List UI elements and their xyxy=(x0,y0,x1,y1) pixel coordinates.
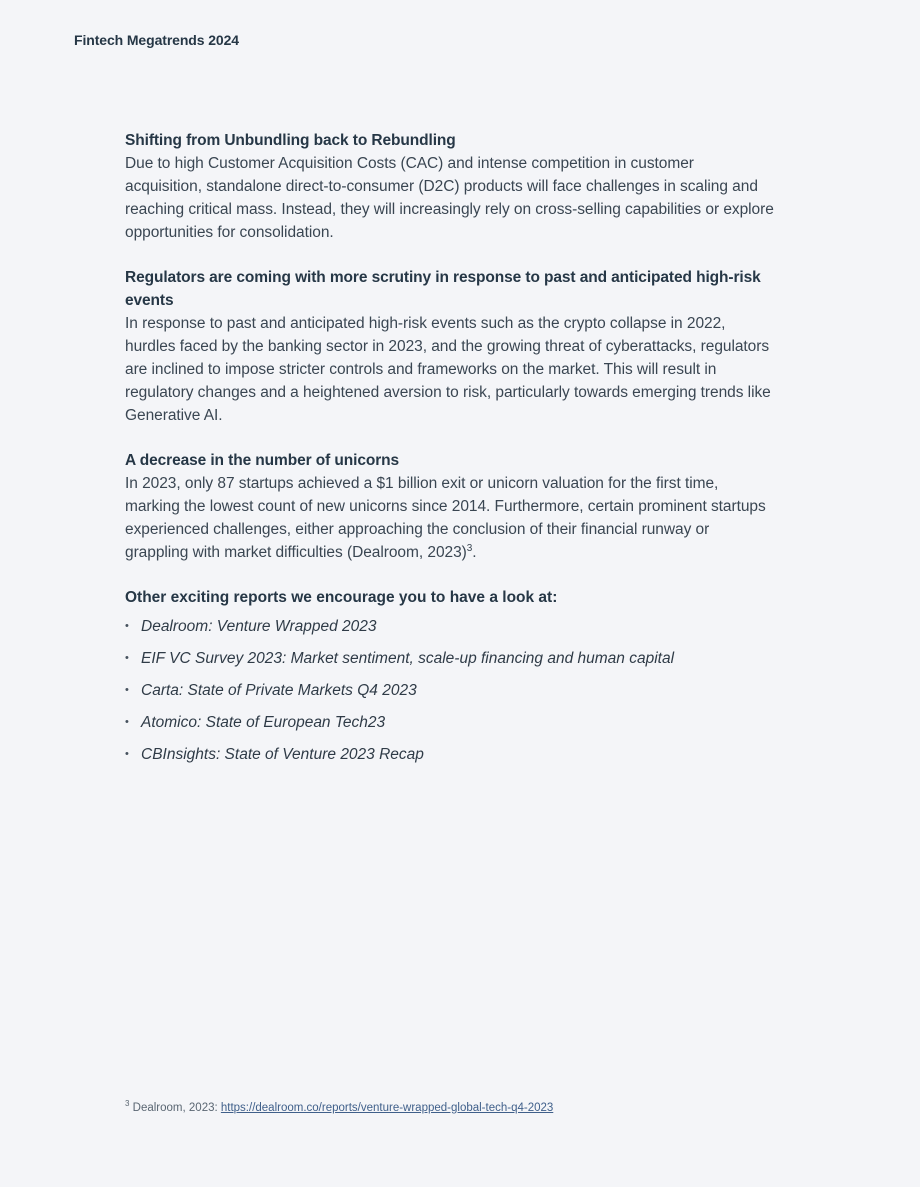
footnote xyxy=(125,1099,553,1114)
footnote-number: 3 xyxy=(125,1099,130,1108)
bullet-icon: • xyxy=(125,652,129,664)
list-item xyxy=(125,743,775,766)
report-title: CBInsights: State of Venture 2023 Recap xyxy=(141,746,424,763)
footnote-link[interactable]: https://dealroom.co/reports/venture-wrapped-global-tech-q4-2023 xyxy=(220,1101,554,1114)
report-title: Carta: State of Private Markets Q4 2023 xyxy=(141,682,417,699)
reports-heading: Other exciting reports we encourage you to have a look at: xyxy=(125,589,558,606)
bullet-icon: • xyxy=(125,684,129,696)
section-body: Due to high Customer Acquisition Costs (CAC) and intense competition in customer acquisition, standalone direct-to-consumer (D2C) products will face challenges in scaling and reaching critical mass. Instead, they will increasingly rely on cross-selling capabilities or explore opportunities for consolidation. xyxy=(125,155,774,241)
bullet-icon: • xyxy=(125,620,129,632)
section-heading: Shifting from Unbundling back to Rebundling xyxy=(125,132,456,149)
reports-list xyxy=(125,615,775,766)
section-body-text: In 2023, only 87 startups achieved a $1 billion exit or unicorn valuation for the first time, marking the lowest count of new unicorns since 2014. Furthermore, certain prominent startups experienced challenges, either approaching the conclusion of their financial runway or grappling with market difficulties (Dealroom, 2023) xyxy=(125,475,766,561)
section-unicorns xyxy=(125,449,775,564)
list-item xyxy=(125,615,775,638)
bullet-icon: • xyxy=(125,716,129,728)
section-body-end: . xyxy=(472,544,477,561)
section-rebundling xyxy=(125,129,775,244)
section-body xyxy=(125,472,775,564)
list-item xyxy=(125,647,775,670)
other-reports xyxy=(125,586,775,766)
footnote-reference[interactable]: 3 xyxy=(466,542,473,554)
footnote-text: Dealroom, 2023: xyxy=(132,1101,221,1114)
main-content xyxy=(125,129,775,775)
report-title: Atomico: State of European Tech23 xyxy=(141,714,386,731)
section-body: In response to past and anticipated high-risk events such as the crypto collapse in 2022, hurdles faced by the banking sector in 2023, and the growing threat of cyberattacks, regulators are inclined to impose stricter controls and frameworks on the market. This will result in regulatory changes and a heightened aversion to risk, particularly towards emerging trends like Generative AI. xyxy=(125,315,771,424)
running-header-title: Fintech Megatrends 2024 xyxy=(74,32,239,48)
section-heading: A decrease in the number of unicorns xyxy=(125,452,400,469)
report-title: EIF VC Survey 2023: Market sentiment, scale-up financing and human capital xyxy=(141,650,675,667)
list-item xyxy=(125,711,775,734)
section-regulators xyxy=(125,266,775,427)
report-title: Dealroom: Venture Wrapped 2023 xyxy=(141,618,377,635)
section-heading: Regulators are coming with more scrutiny in response to past and anticipated high-risk events xyxy=(125,269,761,309)
list-item xyxy=(125,679,775,702)
bullet-icon: • xyxy=(125,748,129,760)
